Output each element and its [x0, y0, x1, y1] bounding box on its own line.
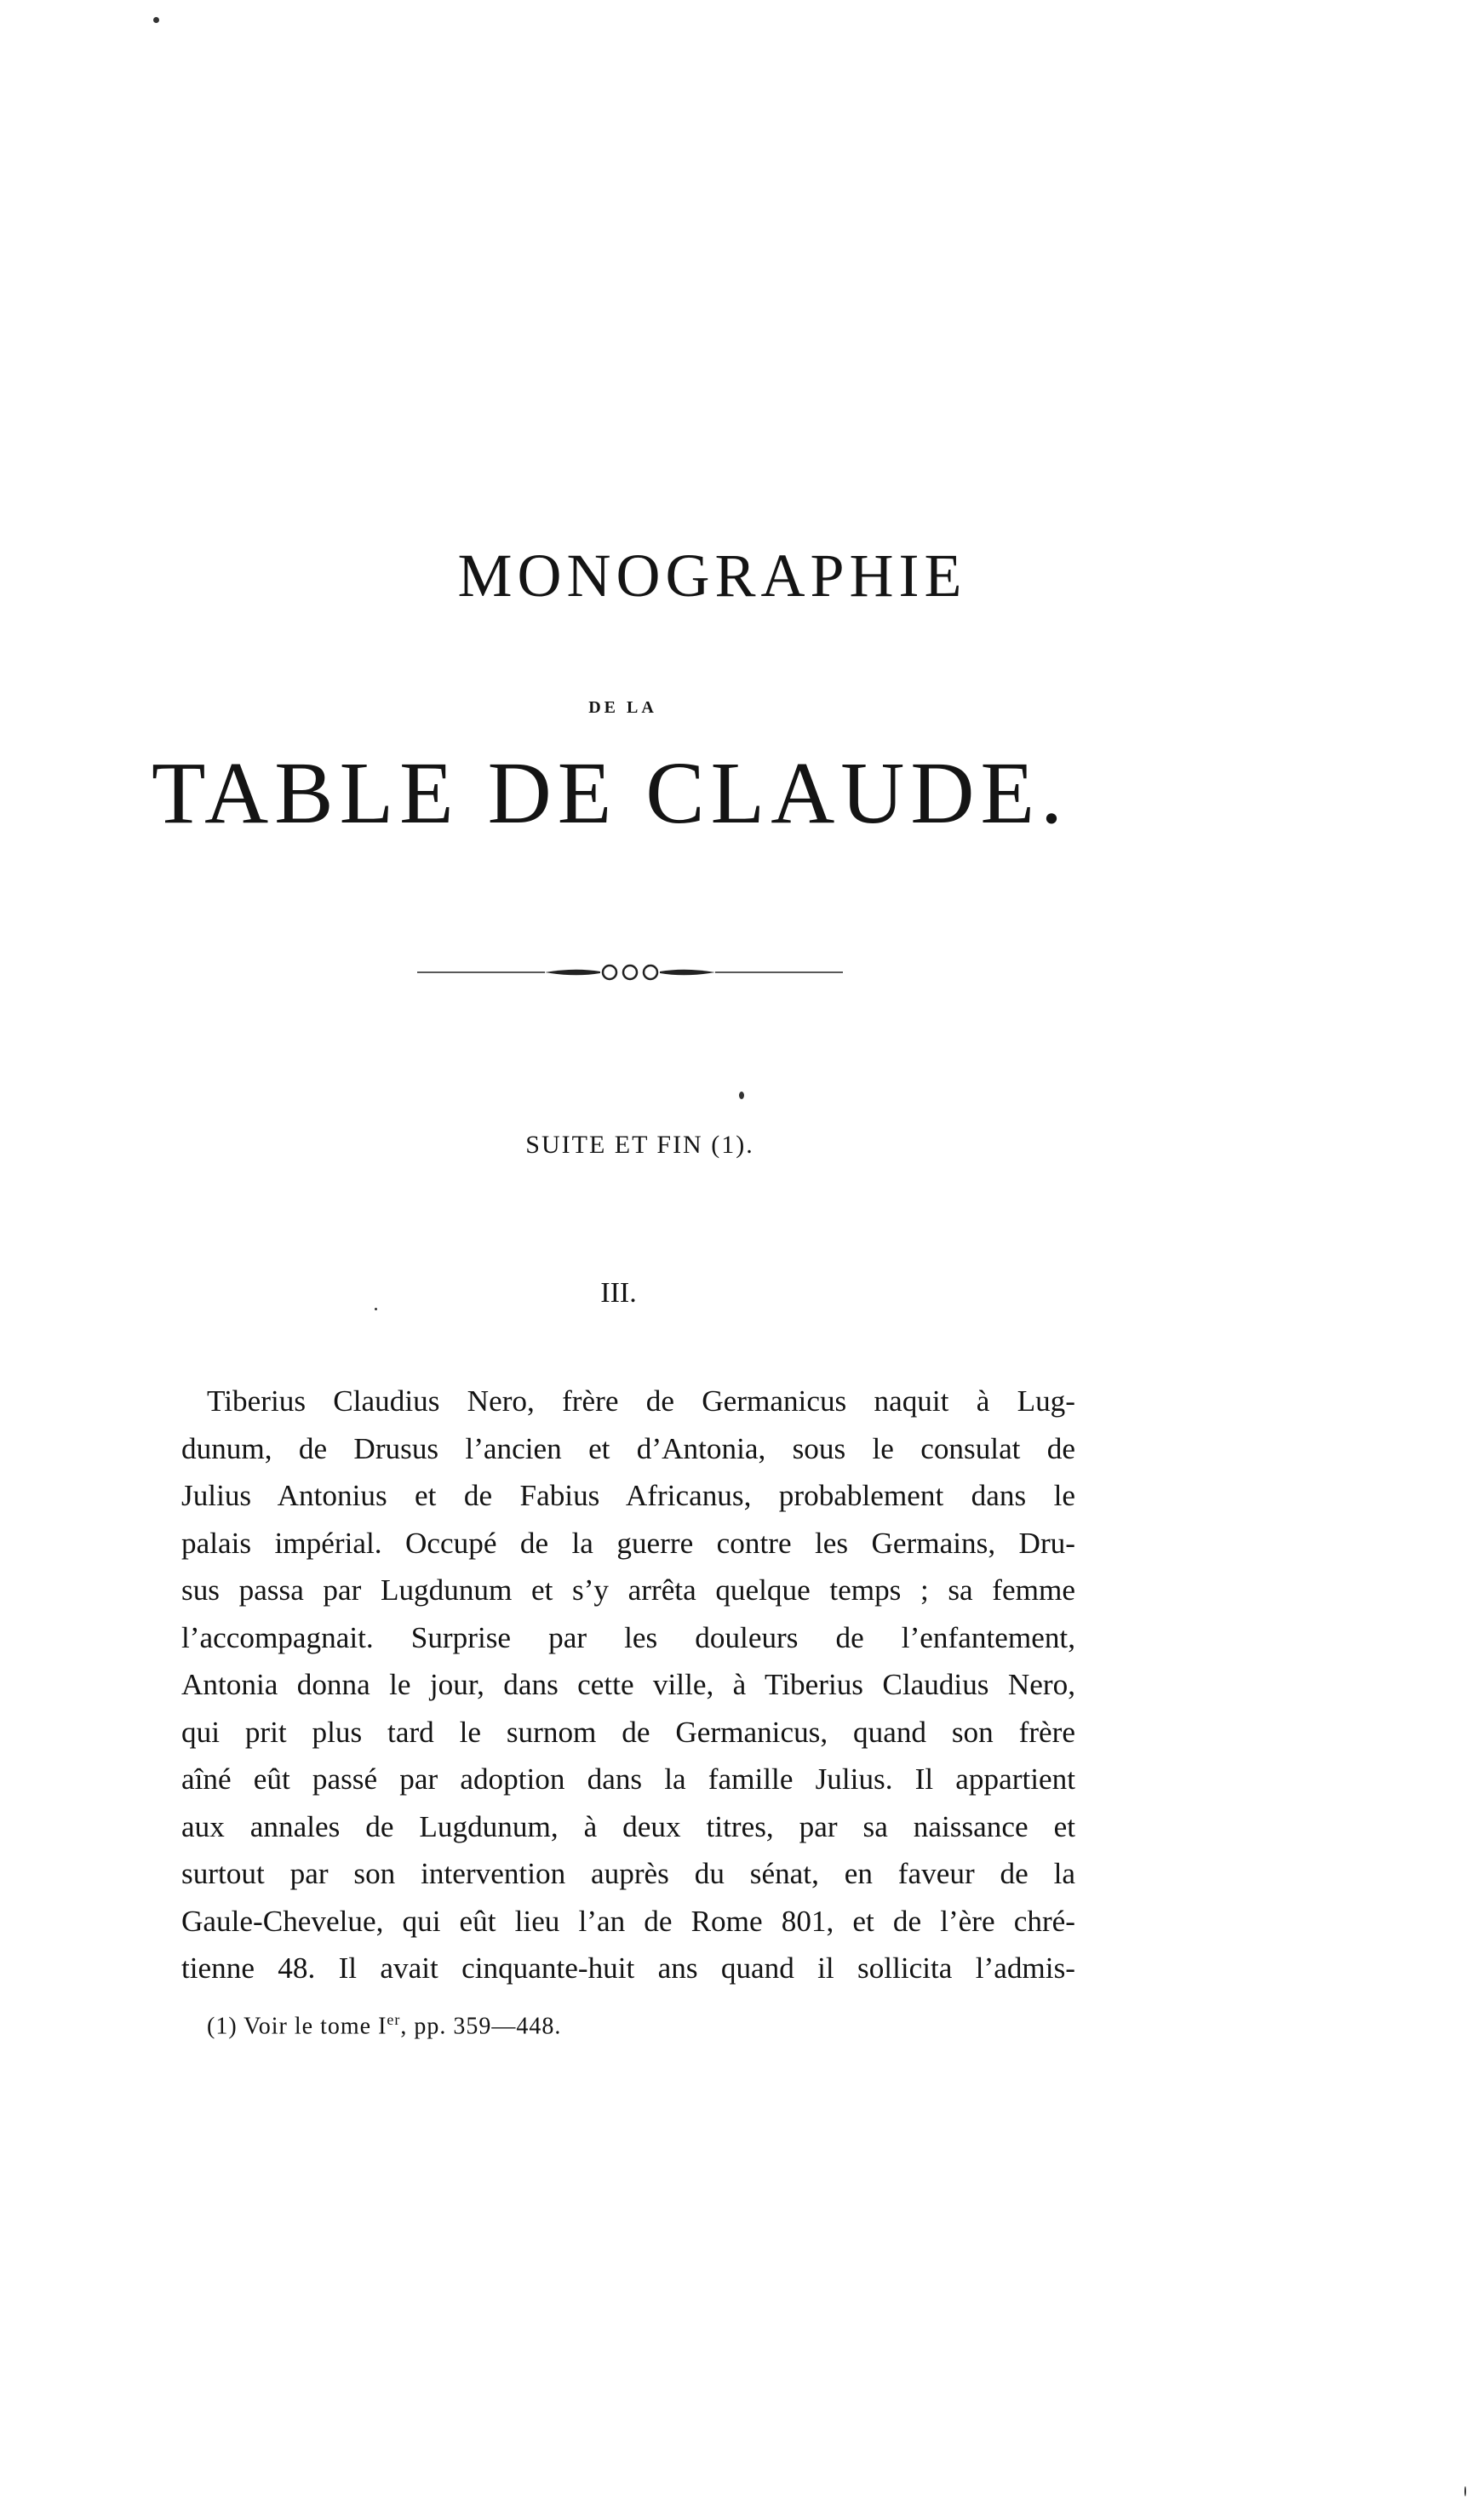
text-line: Julius Antonius et de Fabius Africanus, probablement dans le: [181, 1479, 1075, 1512]
title-connector: DE LA: [588, 698, 657, 717]
scan-speck: [375, 1308, 377, 1310]
text-line: Antonia donna le jour, dans cette ville, à Tiberius Claudius Nero,: [181, 1668, 1075, 1701]
text-line: qui prit plus tard le surnom de Germanicus, quand son frère: [181, 1715, 1075, 1749]
text-line: Gaule-Chevelue, qui eût lieu l’an de Rome 801, et de l’ère chré-: [181, 1904, 1075, 1938]
text-line: tienne 48. Il avait cinquante-huit ans quand il sollicita l’admis-: [181, 1951, 1075, 1985]
page-subtitle: TABLE DE CLAUDE.: [151, 744, 1069, 842]
text-line: sus passa par Lugdunum et s’y arrêta quelque temps ; sa femme: [181, 1573, 1075, 1607]
continuation-note: SUITE ET FIN (1).: [525, 1131, 754, 1159]
section-number: III.: [600, 1277, 637, 1309]
footnote: [207, 2011, 561, 2040]
scan-speck: [153, 17, 159, 23]
text-line: palais impérial. Occupé de la guerre contre les Germains, Dru-: [181, 1526, 1075, 1560]
text-line: surtout par son intervention auprès du sénat, en faveur de la: [181, 1857, 1075, 1890]
scan-speck: [739, 1092, 744, 1099]
text-line: aux annales de Lugdunum, à deux titres, par sa naissance et: [181, 1809, 1075, 1843]
text-line: Tiberius Claudius Nero, frère de Germanicus naquit à Lug-: [207, 1384, 1075, 1418]
footnote-text: Voir le tome I: [244, 2013, 387, 2040]
ornament-divider: [417, 960, 843, 984]
scan-speck: [1464, 2486, 1466, 2496]
footnote-superscript: er: [387, 2011, 401, 2028]
text-line: dunum, de Drusus l’ancien et d’Antonia, sous le consulat de: [181, 1431, 1075, 1465]
footnote-text-end: , pp. 359—448.: [400, 2013, 562, 2040]
footnote-marker: (1): [207, 2013, 238, 2040]
text-line: l’accompagnait. Surprise par les douleurs de l’enfantement,: [181, 1620, 1075, 1654]
text-line: aîné eût passé par adoption dans la famille Julius. Il appartient: [181, 1762, 1075, 1796]
page-title: MONOGRAPHIE: [457, 542, 967, 610]
body-paragraph: [181, 1378, 1075, 1992]
